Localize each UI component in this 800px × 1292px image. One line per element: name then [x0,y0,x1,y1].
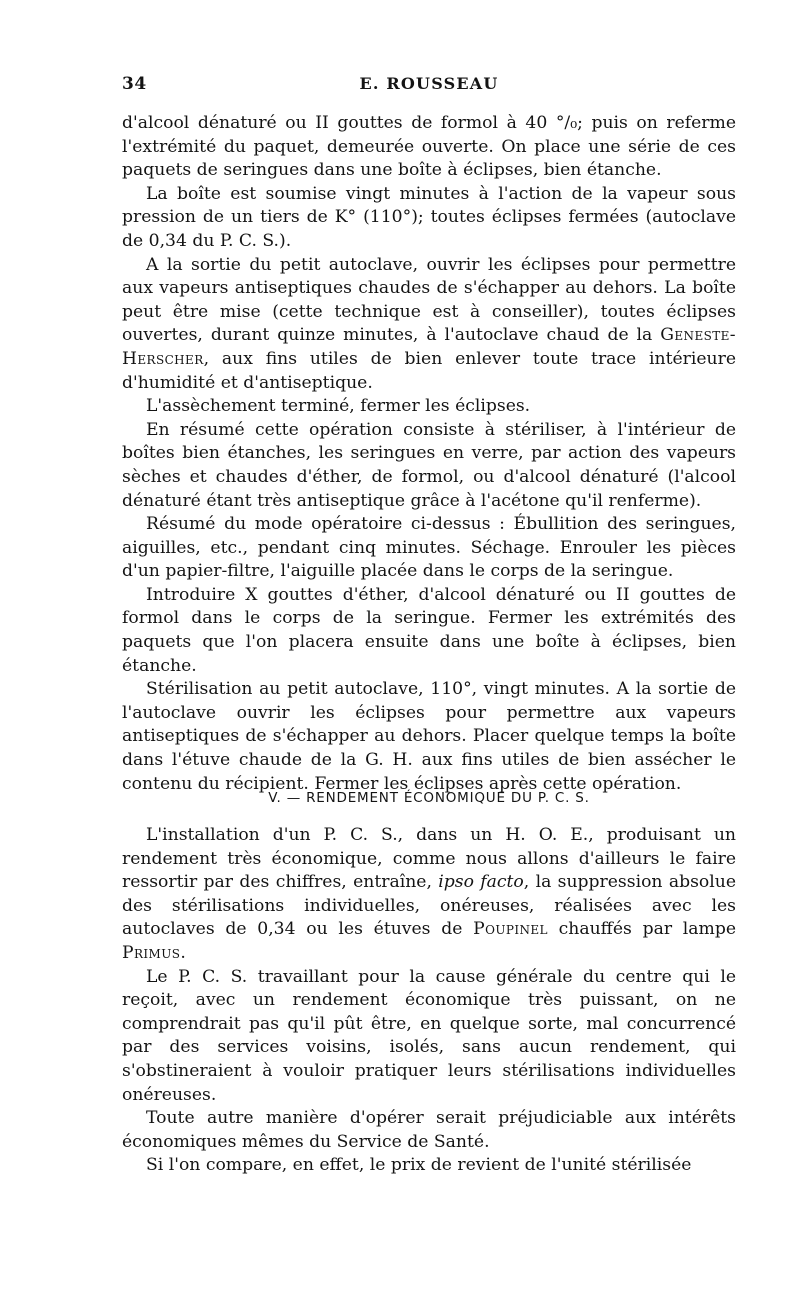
paragraph-text: , aux fins utiles de bien enlever toute trace intérieure d'humidité et d'antiseptique. [122,348,736,393]
body-text-upper [122,112,736,796]
paragraph [122,254,736,396]
paragraph-text: , la suppression absolue des stérilisations individuelles, onéreuses, réalisées avec les autoclaves de 0,34 ou les étuves de [122,872,736,940]
paragraph: Le P. C. S. travaillant pour la cause générale du centre qui le reçoit, avec un rendement économique très puissant, on ne comprendrait pas qu'il pût être, en quelque sorte, mal concurrencé par des services voisins, isolés, sans aucun rendement, qui s'obstineraient à vouloir pratiquer leurs stérilisations individuelles onéreuses. [122,966,736,1105]
paragraph-text: chauffés par lampe [547,919,736,940]
paragraph-text: A la sortie du petit autoclave, ouvrir les éclipses pour permettre aux vapeurs antiseptiques chaudes de s'échapper au dehors. La boîte peut être mise (cette technique est à conseiller), toutes éclipses ouvertes, durant quinze minutes, à l'autoclave chaud de la [122,254,736,346]
paragraph-text: L'installation d'un P. C. S., dans un H. O. E., produisant un rendement très économique, comme nous allons d'ailleurs le faire ressortir par des chiffres, entraîne, [122,825,736,893]
paragraph: Résumé du mode opératoire ci-dessus : Ébullition des seringues, aiguilles, etc., pendant cinq minutes. Séchage. Enrouler les pièces d'un papier-filtre, l'aiguille placée dans le corps de la seringue. [122,514,736,582]
paragraph: Stérilisation au petit autoclave, 110°, vingt minutes. A la sortie de l'autoclave ouvrir les éclipses pour permettre aux vapeurs antiseptiques de s'échapper au dehors. Placer quelque temps la boîte dans l'étuve chaude de la G. H. aux fins utiles de bien assécher le contenu du récipient. Fermer les éclipses après cette opération. [122,679,736,794]
paragraph: Si l'on compare, en effet, le prix de revient de l'unité stérilisée [146,1155,692,1176]
proper-name: Primus [122,942,181,963]
running-head [122,74,736,104]
paragraph [122,824,736,966]
paragraph-continuation: d'alcool dénaturé ou II gouttes de formol à 40 °/₀; puis on referme l'extrémité du paquet, demeurée ouverte. On place une série de ces paquets de seringues dans une boîte à éclipses, bien étanche. [122,113,736,181]
paragraph-text: . [180,942,186,963]
proper-name: Poupinel [473,919,548,940]
paragraph: En résumé cette opération consiste à stériliser, à l'intérieur de boîtes bien étanches, les seringues en verre, par action des vapeurs sèches et chaudes d'éther, de formol, ou d'alcool dénaturé (l'alcool dénaturé étant très antiseptique grâce à l'acétone qu'il renferme). [122,419,736,511]
section-heading: V. — RENDEMENT ÉCONOMIQUE DU P. C. S. [268,790,590,806]
italic-phrase: ipso facto [438,872,524,893]
proper-name: Geneste-Herscher [122,325,736,369]
body-text-lower [122,824,736,1178]
paragraph: Toute autre manière d'opérer serait préjudiciable aux intérêts économiques mêmes du Service de Santé. [122,1108,736,1152]
paragraph: La boîte est soumise vingt minutes à l'action de la vapeur sous pression de un tiers de K° (110°); toutes éclipses fermées (autoclave de 0,34 du P. C. S.). [122,183,736,251]
page-number: 34 [122,74,147,94]
running-head-author: E. ROUSSEAU [359,74,499,93]
paragraph: L'assèchement terminé, fermer les éclipses. [146,396,531,417]
paragraph: Introduire X gouttes d'éther, d'alcool dénaturé ou II gouttes de formol dans le corps de la seringue. Fermer les extrémités des paquets que l'on placera ensuite dans une boîte à éclipses, bien étanche. [122,584,736,676]
